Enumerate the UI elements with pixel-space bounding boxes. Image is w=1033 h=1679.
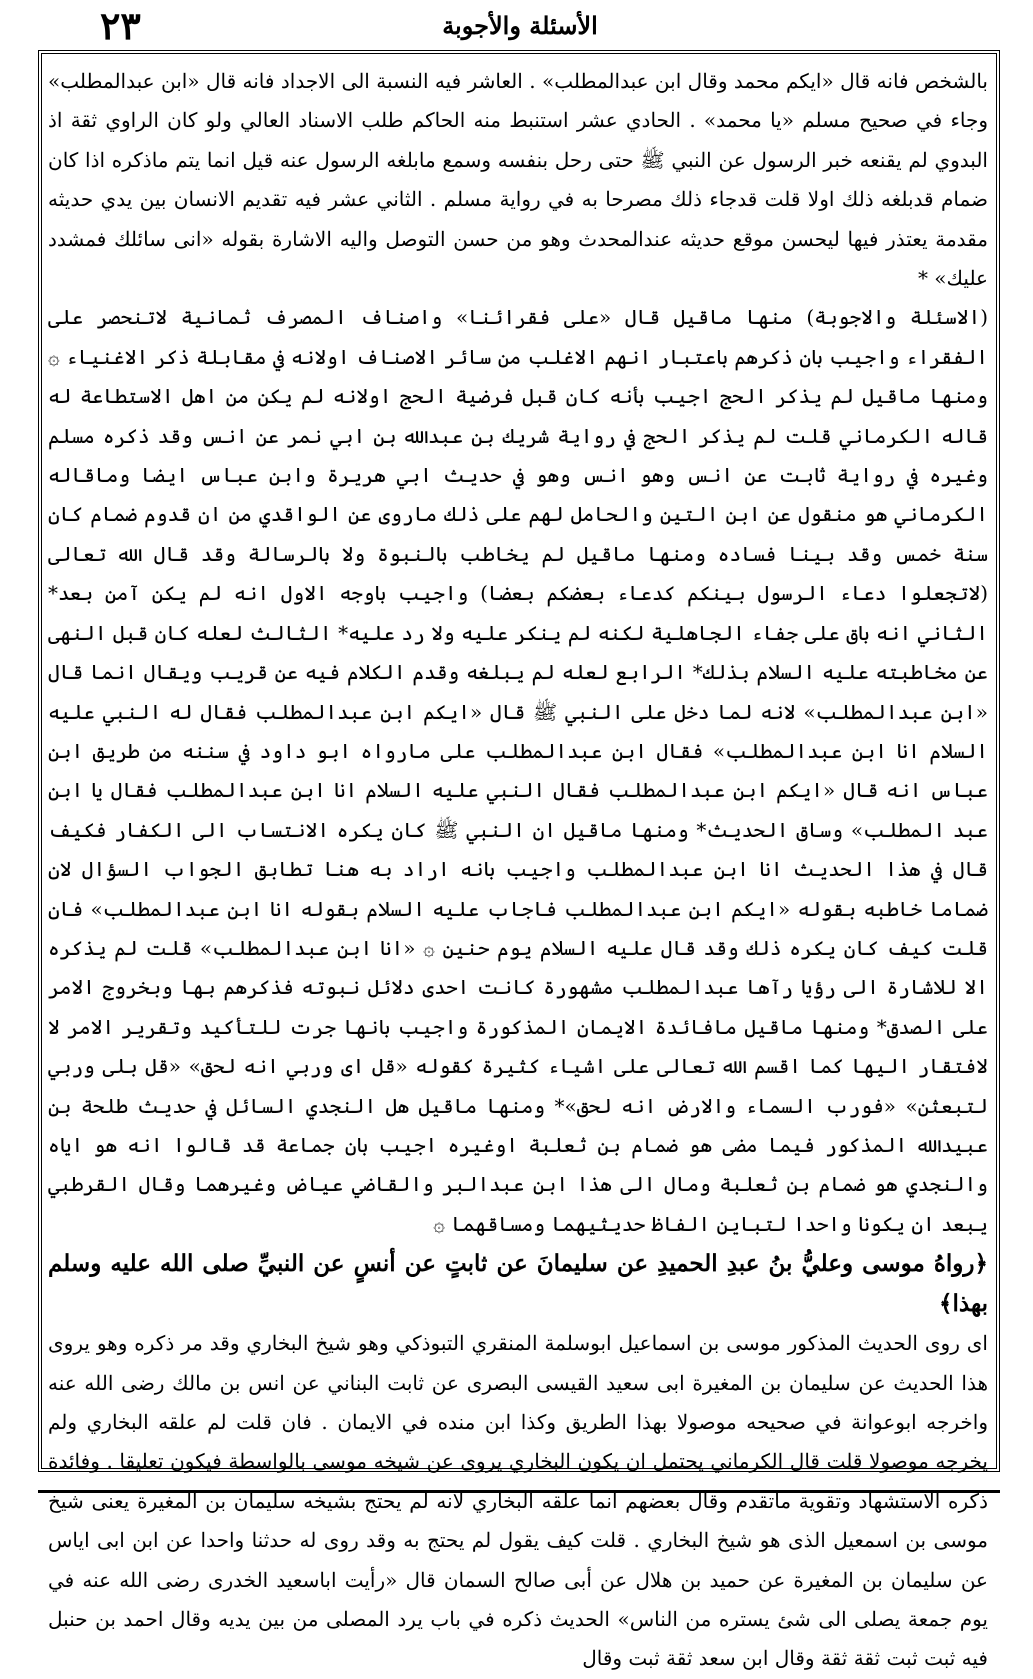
page-number: ٢٣ bbox=[100, 3, 141, 48]
paragraph: اى روى الحديث المذكور موسى بن اسماعيل ابوسلمة المنقري التبوذكي وهو شيخ البخاري وقد مر ذكره وهو يروى هذا الحديث عن سليمان بن المغيرة ابى سعيد القيسى البصرى عن ثابت البناني عن انس بن مالك رضى الله عنه واخرجه ابوعوانة في صحيحه موصولا بهذا الطريق وكذا ابن منده في الايمان . فان قلت لم علقه البخاري ولم يخرجه موصولا قلت قال الكرماني يحتمل ان يكون البخاري يروى عن شيخه موسى بالواسطة فيكون تعليقا . وفائدة ذكره الاستشهاد وتقوية ماتقدم وقال بعضهم انما علقه البخاري لانه لم يحتج بشيخه سليمان بن المغيرة يعنى شيخ موسى بن اسمعيل الذى هو شيخ البخاري . قلت كيف يقول لم يحتج به وقد روى له حدثنا واحدا عن ابن ابى اياس عن سليمان بن المغيرة عن حميد بن هلال عن أبى صالح السمان قال «رأيت اباسعيد الخدرى رضى الله عنه في يوم جمعة يصلى الى شئ يستره من الناس» الحديث ذكره في باب يرد المصلى من بين يديه وقال احمد بن حنبل فيه ثبت ثبت ثقة ثقة وقال ابن سعد ثقة ثبت وقال bbox=[48, 1331, 988, 1671]
main-text bbox=[48, 62, 988, 1679]
running-head: الأسئلة والأجوبة bbox=[442, 11, 598, 40]
page-header bbox=[40, 3, 1000, 48]
hadith-heading: ﴿رواهُ موسى وعليُّ بنُ عبدِ الحميدِ عن سليمانَ عن ثابتٍ عن أنسٍ عن النبيِّ صلى الله عليه وسلم بهذا﴾ bbox=[48, 1250, 988, 1318]
paragraph: بالشخص فانه قال «ايكم محمد وقال ابن عبدالمطلب» . العاشر فيه النسبة الى الاجداد فانه قال «ابن عبدالمطلب» وجاء في صحيح مسلم «يا محمد» . الحادي عشر استنبط منه الحاكم طلب الاسناد العالي ولو كان الراوي ثقة اذ البدوي لم يقنعه خبر الرسول عن النبي ﷺ حتى رحل بنفسه وسمع مابلغه الرسول عنه قيل انما يتم ماذكره اذا كان ضمام قدبلغه ذلك اولا قلت قدجاء ذلك مصرحا به في رواية مسلم . الثاني عشر فيه تقديم الانسان بين يدي حديثه مقدمة يعتذر فيها ليحسن موقع حديثه عندالمحدث وهو من حسن التوصل واليه الاشارة بقوله «انى سائلك فمشدد عليك» * bbox=[48, 69, 988, 291]
paragraph: (الاسئلة والاجوبة) منها ماقيل قال «على فقرائنا» واصناف المصرف ثمانية لاتنحصر على الفقراء واجيب بان ذكرهم باعتبار انهم الاغلب من سائر الاصناف اولانه في مقابلة ذكر الاغنياء ۞ ومنها ماقيل لم يذكر الحج اجيب بأنه كان قبل فرضية الحج اولانه لم يكن من اهل الاستطاعة له قاله الكرماني قلت لم يذكر الحج في رواية شريك بن عبدالله بن ابي نمر عن انس وقد ذكره مسلم وغيره في رواية ثابت عن انس وهو انس وهو في حديث ابي هريرة وابن عباس ايضا وماقاله الكرماني هو منقول عن ابن التين والحامل لهم على ذلك ماروى عن الواقدي من ان قدوم ضمام كان سنة خمس وقد بينا فساده ومنها ماقيل لم يخاطب بالنبوة ولا بالرسالة وقد قال الله تعالى (لاتجعلوا دعاء الرسول بينكم كدعاء بعضكم بعضا) واجيب باوجه الاول انه لم يكن آمن بعد* الثاني انه باق على جفاء الجاهلية لكنه لم ينكر عليه ولا رد عليه* الثالث لعله كان قبل النهى عن مخاطبته عليه السلام بذلك* الرابع لعله لم يبلغه وقدم الكلام فيه عن قريب ويقال انما قال «ابن عبدالمطلب» لانه لما دخل على النبي ﷺ قال «ايكم ابن عبدالمطلب فقال له النبي عليه السلام انا ابن عبدالمطلب» فقال ابن عبدالمطلب على مارواه ابو داود في سننه من طريق ابن عباس انه قال «ايكم ابن عبدالمطلب فقال النبي عليه السلام انا ابن عبدالمطلب فقال يا ابن عبد المطلب» وساق الحديث* ومنها ماقيل ان النبي ﷺ كان يكره الانتساب الى الكفار فكيف قال في هذا الحديث انا ابن عبدالمطلب واجيب بانه اراد به هنا تطابق الجواب السؤال لان ضماما خاطبه بقوله «ايكم ابن عبدالمطلب فاجاب عليه السلام بقوله انا ابن عبدالمطلب» فان قلت كيف كان يكره ذلك وقد قال عليه السلام يوم حنين ۞ «انا ابن عبدالمطلب» قلت لم يذكره الا للاشارة الى رؤيا رآها عبدالمطلب مشهورة كانت احدى دلائل نبوته فذكرهم بها وبخروج الامر على الصدق* ومنها ماقيل مافائدة الايمان المذكورة واجيب بانها جرت للتأكيد وتقرير الامر لا لافتقار اليها كما اقسم الله تعالى على اشياء كثيرة كقوله «قل اى وربي انه لحق» «قل بلى وربي لتبعثن» «فورب السماء والارض انه لحق»* ومنها ماقيل هل النجدي السائل في حديث طلحة بن عبيدالله المذكور فيما مضى هو ضمام بن ثعلبة اوغيره اجيب بان جماعة قد قالوا انه هو اياه والنجدي هو ضمام بن ثعلبة ومال الى هذا ابن عبدالبر والقاضي عياض وغيرهما وقال القرطبي يبعد ان يكونا واحدا لتباين الفاظ حديثيهما ومساقهما ۞ bbox=[48, 305, 988, 1236]
bottom-rule bbox=[38, 1490, 1000, 1493]
